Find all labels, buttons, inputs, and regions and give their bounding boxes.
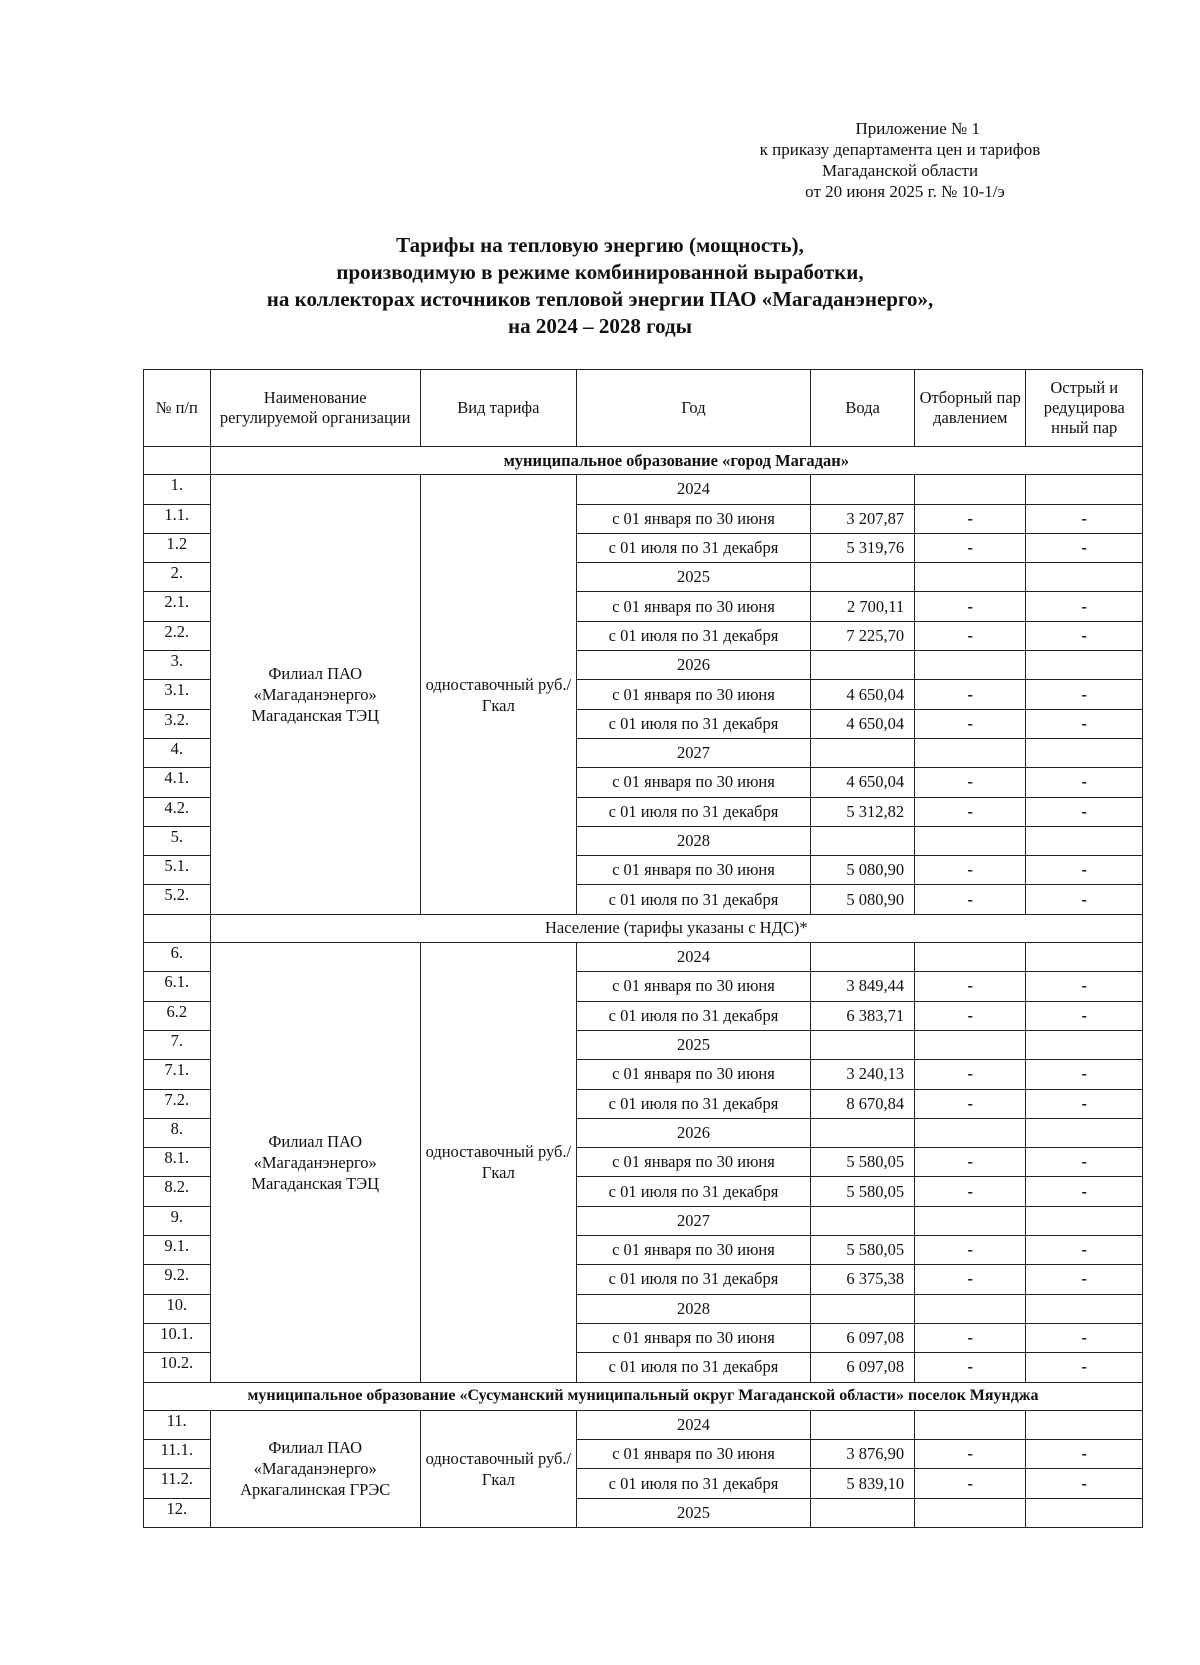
steam-sharp-tariff: - <box>1026 1469 1143 1498</box>
row-number: 1. <box>144 475 211 504</box>
steam-select-tariff: - <box>915 1089 1026 1118</box>
row-number: 5. <box>144 826 211 855</box>
steam-select-tariff: - <box>915 797 1026 826</box>
steam-sharp-tariff: - <box>1026 1148 1143 1177</box>
period-cell: 2025 <box>576 1498 810 1527</box>
table-body <box>144 447 1143 1528</box>
row-number: 8. <box>144 1118 211 1147</box>
table-row <box>144 475 1143 504</box>
steam-sharp-tariff: - <box>1026 856 1143 885</box>
row-number: 6.1. <box>144 972 211 1001</box>
steam-select-tariff: - <box>915 1469 1026 1498</box>
section-row <box>144 914 1143 942</box>
period-cell: 2024 <box>576 1410 810 1439</box>
steam-select-tariff: - <box>915 592 1026 621</box>
steam-sharp-tariff: - <box>1026 1440 1143 1469</box>
row-number: 4.1. <box>144 768 211 797</box>
water-tariff: 2 700,11 <box>811 592 915 621</box>
row-number: 11. <box>144 1410 211 1439</box>
steam-sharp-tariff <box>1026 563 1143 592</box>
tariff-kind: одноставочный руб./Гкал <box>420 1410 576 1527</box>
steam-select-tariff <box>915 1498 1026 1527</box>
header-kind: Вид тарифа <box>420 370 576 447</box>
steam-select-tariff <box>915 1118 1026 1147</box>
table-header-row <box>144 370 1143 447</box>
steam-sharp-tariff: - <box>1026 1236 1143 1265</box>
period-cell: с 01 января по 30 июня <box>576 1440 810 1469</box>
title-line-1: Тарифы на тепловую энергию (мощность), <box>396 233 804 257</box>
water-tariff: 3 240,13 <box>811 1060 915 1089</box>
period-cell: с 01 июля по 31 декабря <box>576 621 810 650</box>
row-number: 7.1. <box>144 1060 211 1089</box>
period-cell: 2027 <box>576 1206 810 1235</box>
steam-select-tariff: - <box>915 1001 1026 1030</box>
water-tariff: 6 097,08 <box>811 1353 915 1382</box>
header-steam-sharp: Острый и редуцирова нный пар <box>1026 370 1143 447</box>
period-cell: с 01 июля по 31 декабря <box>576 1353 810 1382</box>
steam-sharp-tariff: - <box>1026 1060 1143 1089</box>
steam-select-tariff: - <box>915 856 1026 885</box>
period-cell: с 01 июля по 31 декабря <box>576 1265 810 1294</box>
steam-select-tariff: - <box>915 1323 1026 1352</box>
tariff-kind: одноставочный руб./Гкал <box>420 943 576 1382</box>
water-tariff: 3 876,90 <box>811 1440 915 1469</box>
section-row <box>144 1382 1143 1410</box>
row-number: 3.1. <box>144 680 211 709</box>
steam-select-tariff: - <box>915 621 1026 650</box>
water-tariff <box>811 738 915 767</box>
water-tariff <box>811 1410 915 1439</box>
water-tariff: 6 383,71 <box>811 1001 915 1030</box>
steam-sharp-tariff <box>1026 826 1143 855</box>
steam-sharp-tariff: - <box>1026 533 1143 562</box>
section-row <box>144 447 1143 475</box>
steam-select-tariff: - <box>915 768 1026 797</box>
steam-sharp-tariff: - <box>1026 1001 1143 1030</box>
period-cell: с 01 июля по 31 декабря <box>576 1177 810 1206</box>
steam-select-tariff <box>915 826 1026 855</box>
row-number: 9.1. <box>144 1236 211 1265</box>
steam-select-tariff: - <box>915 504 1026 533</box>
steam-select-tariff: - <box>915 1177 1026 1206</box>
period-cell: с 01 января по 30 июня <box>576 592 810 621</box>
steam-select-tariff: - <box>915 972 1026 1001</box>
section-spacer <box>144 447 211 475</box>
steam-sharp-tariff <box>1026 1294 1143 1323</box>
steam-sharp-tariff <box>1026 1410 1143 1439</box>
steam-sharp-tariff: - <box>1026 1177 1143 1206</box>
row-number: 3.2. <box>144 709 211 738</box>
row-number: 7.2. <box>144 1089 211 1118</box>
period-cell: 2026 <box>576 1118 810 1147</box>
period-cell: с 01 января по 30 июня <box>576 1148 810 1177</box>
period-cell: с 01 января по 30 июня <box>576 1236 810 1265</box>
period-cell: 2028 <box>576 1294 810 1323</box>
steam-sharp-tariff: - <box>1026 1265 1143 1294</box>
water-tariff: 5 080,90 <box>811 856 915 885</box>
table-row <box>144 943 1143 972</box>
period-cell: с 01 января по 30 июня <box>576 504 810 533</box>
row-number: 4. <box>144 738 211 767</box>
organization-name: Филиал ПАО «Магаданэнерго» Магаданская ТЭЦ <box>210 943 420 1382</box>
row-number: 2.1. <box>144 592 211 621</box>
row-number: 9. <box>144 1206 211 1235</box>
row-number: 1.2 <box>144 533 211 562</box>
steam-select-tariff <box>915 1410 1026 1439</box>
water-tariff: 3 849,44 <box>811 972 915 1001</box>
table-row <box>144 1410 1143 1439</box>
row-number: 8.2. <box>144 1177 211 1206</box>
period-cell: 2027 <box>576 738 810 767</box>
steam-sharp-tariff: - <box>1026 621 1143 650</box>
water-tariff: 3 207,87 <box>811 504 915 533</box>
organization-name: Филиал ПАО «Магаданэнерго» Аркагалинская ГРЭС <box>210 1410 420 1527</box>
row-number: 6. <box>144 943 211 972</box>
header-num: № п/п <box>144 370 211 447</box>
header-steam-select: Отборный пар давлением <box>915 370 1026 447</box>
steam-sharp-tariff: - <box>1026 1089 1143 1118</box>
appendix-line-4: от 20 июня 2025 г. № 10-1/э <box>805 182 1005 201</box>
water-tariff: 5 080,90 <box>811 885 915 914</box>
steam-select-tariff: - <box>915 1353 1026 1382</box>
water-tariff: 6 097,08 <box>811 1323 915 1352</box>
row-number: 2.2. <box>144 621 211 650</box>
row-number: 5.1. <box>144 856 211 885</box>
row-number: 9.2. <box>144 1265 211 1294</box>
water-tariff <box>811 1118 915 1147</box>
period-cell: с 01 июля по 31 декабря <box>576 1089 810 1118</box>
steam-sharp-tariff: - <box>1026 768 1143 797</box>
water-tariff <box>811 1030 915 1059</box>
steam-select-tariff <box>915 1030 1026 1059</box>
period-cell: 2025 <box>576 1030 810 1059</box>
appendix-line-3: Магаданской области <box>821 161 979 180</box>
section-title: муниципальное образование «Сусуманский муниципальный округ Магаданской области» поселок Мяунджа <box>144 1382 1143 1410</box>
water-tariff <box>811 943 915 972</box>
header-year: Год <box>576 370 810 447</box>
period-cell: с 01 июля по 31 декабря <box>576 709 810 738</box>
steam-sharp-tariff: - <box>1026 709 1143 738</box>
period-cell: с 01 июля по 31 декабря <box>576 1001 810 1030</box>
row-number: 11.1. <box>144 1440 211 1469</box>
water-tariff <box>811 1498 915 1527</box>
row-number: 10.2. <box>144 1353 211 1382</box>
water-tariff: 8 670,84 <box>811 1089 915 1118</box>
steam-sharp-tariff <box>1026 475 1143 504</box>
period-cell: с 01 июля по 31 декабря <box>576 1469 810 1498</box>
water-tariff: 4 650,04 <box>811 709 915 738</box>
period-cell: с 01 января по 30 июня <box>576 1060 810 1089</box>
row-number: 7. <box>144 1030 211 1059</box>
steam-select-tariff <box>915 475 1026 504</box>
period-cell: с 01 июля по 31 декабря <box>576 797 810 826</box>
appendix-line-2: к приказу департамента цен и тарифов <box>759 140 1041 159</box>
water-tariff: 5 312,82 <box>811 797 915 826</box>
water-tariff <box>811 826 915 855</box>
title-line-3: на коллекторах источников тепловой энергии ПАО «Магаданэнерго», <box>266 287 934 311</box>
steam-sharp-tariff <box>1026 943 1143 972</box>
row-number: 1.1. <box>144 504 211 533</box>
row-number: 2. <box>144 563 211 592</box>
water-tariff <box>811 563 915 592</box>
steam-sharp-tariff: - <box>1026 504 1143 533</box>
period-cell: с 01 января по 30 июня <box>576 856 810 885</box>
section-title: Население (тарифы указаны с НДС)* <box>210 914 1142 942</box>
steam-sharp-tariff <box>1026 651 1143 680</box>
row-number: 6.2 <box>144 1001 211 1030</box>
period-cell: 2024 <box>576 943 810 972</box>
water-tariff: 5 319,76 <box>811 533 915 562</box>
row-number: 3. <box>144 651 211 680</box>
water-tariff <box>811 1206 915 1235</box>
period-cell: с 01 января по 30 июня <box>576 972 810 1001</box>
steam-select-tariff: - <box>915 1148 1026 1177</box>
water-tariff: 5 580,05 <box>811 1236 915 1265</box>
steam-select-tariff: - <box>915 885 1026 914</box>
section-spacer <box>144 914 211 942</box>
appendix-line-1: Приложение № 1 <box>855 119 980 138</box>
header-org: Наименование регулируемой организации <box>210 370 420 447</box>
period-cell: 2024 <box>576 475 810 504</box>
steam-sharp-tariff: - <box>1026 797 1143 826</box>
steam-select-tariff <box>915 943 1026 972</box>
section-title: муниципальное образование «город Магадан» <box>210 447 1142 475</box>
water-tariff: 7 225,70 <box>811 621 915 650</box>
water-tariff: 5 839,10 <box>811 1469 915 1498</box>
appendix-header <box>700 118 1100 202</box>
period-cell: с 01 января по 30 июня <box>576 680 810 709</box>
steam-sharp-tariff: - <box>1026 1353 1143 1382</box>
steam-sharp-tariff: - <box>1026 885 1143 914</box>
water-tariff: 4 650,04 <box>811 768 915 797</box>
period-cell: с 01 июля по 31 декабря <box>576 885 810 914</box>
water-tariff: 5 580,05 <box>811 1177 915 1206</box>
steam-sharp-tariff <box>1026 1030 1143 1059</box>
water-tariff <box>811 475 915 504</box>
steam-select-tariff: - <box>915 1236 1026 1265</box>
steam-select-tariff <box>915 738 1026 767</box>
steam-select-tariff: - <box>915 1440 1026 1469</box>
steam-sharp-tariff <box>1026 738 1143 767</box>
steam-sharp-tariff: - <box>1026 972 1143 1001</box>
steam-select-tariff: - <box>915 1060 1026 1089</box>
steam-select-tariff <box>915 1206 1026 1235</box>
row-number: 8.1. <box>144 1148 211 1177</box>
steam-sharp-tariff: - <box>1026 680 1143 709</box>
steam-sharp-tariff <box>1026 1118 1143 1147</box>
tariff-table <box>143 369 1143 1528</box>
period-cell: 2025 <box>576 563 810 592</box>
steam-select-tariff: - <box>915 680 1026 709</box>
water-tariff: 5 580,05 <box>811 1148 915 1177</box>
tariff-kind: одноставочный руб./Гкал <box>420 475 576 914</box>
steam-sharp-tariff <box>1026 1206 1143 1235</box>
steam-select-tariff <box>915 651 1026 680</box>
water-tariff <box>811 651 915 680</box>
organization-name: Филиал ПАО «Магаданэнерго» Магаданская ТЭЦ <box>210 475 420 914</box>
water-tariff: 4 650,04 <box>811 680 915 709</box>
period-cell: 2028 <box>576 826 810 855</box>
steam-sharp-tariff: - <box>1026 592 1143 621</box>
period-cell: с 01 июля по 31 декабря <box>576 533 810 562</box>
row-number: 5.2. <box>144 885 211 914</box>
water-tariff <box>811 1294 915 1323</box>
steam-select-tariff: - <box>915 709 1026 738</box>
document-title <box>150 232 1050 340</box>
steam-select-tariff <box>915 1294 1026 1323</box>
water-tariff: 6 375,38 <box>811 1265 915 1294</box>
header-water: Вода <box>811 370 915 447</box>
title-line-4: на 2024 – 2028 годы <box>507 314 693 338</box>
steam-select-tariff: - <box>915 1265 1026 1294</box>
row-number: 10. <box>144 1294 211 1323</box>
steam-sharp-tariff <box>1026 1498 1143 1527</box>
steam-select-tariff: - <box>915 533 1026 562</box>
period-cell: 2026 <box>576 651 810 680</box>
row-number: 10.1. <box>144 1323 211 1352</box>
steam-sharp-tariff: - <box>1026 1323 1143 1352</box>
title-line-2: производимую в режиме комбинированной выработки, <box>336 260 864 284</box>
period-cell: с 01 января по 30 июня <box>576 1323 810 1352</box>
steam-select-tariff <box>915 563 1026 592</box>
row-number: 11.2. <box>144 1469 211 1498</box>
row-number: 12. <box>144 1498 211 1527</box>
period-cell: с 01 января по 30 июня <box>576 768 810 797</box>
row-number: 4.2. <box>144 797 211 826</box>
